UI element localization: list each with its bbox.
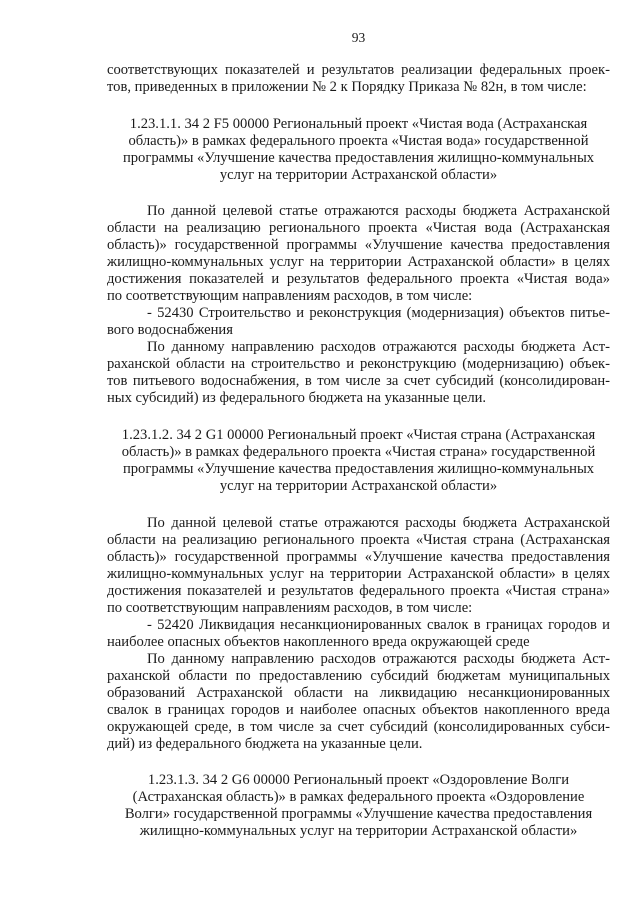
text-line: по соответствующим направлениям расходов, в том числе: bbox=[107, 288, 473, 304]
text-line: тов питьевого водоснабжения, в том числе за счет субсидий (консолидирован- bbox=[107, 373, 610, 389]
page-number: 93 bbox=[351, 30, 366, 45]
text-line: раханской области на строительство и реконструкцию (модернизацию) объек- bbox=[107, 356, 610, 372]
heading-line: (Астраханская область)» в рамках федерального проекта «Оздоровление bbox=[132, 789, 585, 805]
text-line: По данному направлению расходов отражаются расходы бюджета Аст- bbox=[147, 339, 610, 355]
expense-item-52430 bbox=[107, 305, 610, 339]
text-line: области на реализацию регионального проекта «Чистая страна (Астраханская bbox=[107, 532, 610, 548]
text-line: область)» государственной программы «Улучшение качества предоставления bbox=[107, 549, 610, 565]
text-line: раханской области по предоставлению субсидий бюджетам муниципальных bbox=[107, 668, 610, 684]
text-line: дий) из федерального бюджета на указанные цели. bbox=[107, 736, 423, 752]
text-line: по соответствующим направлениям расходов, в том числе: bbox=[107, 600, 473, 616]
heading-line: услуг на территории Астраханской области» bbox=[219, 167, 498, 183]
text-line: По данному направлению расходов отражаются расходы бюджета Аст- bbox=[147, 651, 610, 667]
text-line: область)» государственной программы «Улучшение качества предоставления bbox=[107, 237, 610, 253]
text-line: области на реализацию регионального проекта «Чистая вода (Астраханская bbox=[107, 220, 610, 236]
heading-line: область)» в рамках федерального проекта «Чистая страна» государственной bbox=[121, 444, 596, 460]
text-line: достижения показателей и результатов федерального проекта «Чистая страна» bbox=[107, 583, 610, 599]
text-line: жилищно-коммунальных услуг на территории Астраханской области» в целях bbox=[107, 566, 610, 582]
intro-paragraph bbox=[107, 62, 610, 96]
text-line: По данной целевой статье отражаются расходы бюджета Астраханской bbox=[147, 515, 610, 531]
section-heading-1-23-1-3 bbox=[107, 772, 610, 840]
heading-line: Волги» государственной программы «Улучшение качества предоставления bbox=[124, 806, 593, 822]
section-body-1-23-1-1 bbox=[107, 203, 610, 305]
heading-line: 1.23.1.2. 34 2 G1 00000 Региональный проект «Чистая страна (Астраханская bbox=[121, 427, 596, 443]
section-heading-1-23-1-1 bbox=[107, 116, 610, 184]
text-line: - 52420 Ликвидация несанкционированных свалок в границах городов и bbox=[147, 617, 610, 633]
direction-paragraph-52430 bbox=[107, 339, 610, 407]
text-line: - 52430 Строительство и реконструкция (модернизация) объектов питье- bbox=[147, 305, 610, 321]
text-line: жилищно-коммунальных услуг на территории Астраханской области» в целях bbox=[107, 254, 610, 270]
expense-item-52420 bbox=[107, 617, 610, 651]
text-line: По данной целевой статье отражаются расходы бюджета Астраханской bbox=[147, 203, 610, 219]
text-line: образований Астраханской области на ликвидацию несанкционированных bbox=[107, 685, 610, 701]
heading-line: 1.23.1.3. 34 2 G6 00000 Региональный проект «Оздоровление Волги bbox=[147, 772, 570, 788]
section-heading-1-23-1-2 bbox=[107, 427, 610, 495]
direction-paragraph-52420 bbox=[107, 651, 610, 753]
heading-line: услуг на территории Астраханской области» bbox=[219, 478, 498, 494]
heading-line: программы «Улучшение качества предоставления жилищно-коммунальных bbox=[122, 150, 595, 166]
heading-line: программы «Улучшение качества предоставления жилищно-коммунальных bbox=[122, 461, 595, 477]
text-line: окружающей среде, в том числе за счет субсидий (консолидированных субси- bbox=[107, 719, 610, 735]
text-line: наиболее опасных объектов накопленного вреда окружающей среде bbox=[107, 634, 530, 650]
text-line: достижения показателей и результатов федерального проекта «Чистая вода» bbox=[107, 271, 610, 287]
heading-line: область)» в рамках федерального проекта «Чистая вода» государственной bbox=[128, 133, 589, 149]
heading-line: 1.23.1.1. 34 2 F5 00000 Региональный проект «Чистая вода (Астраханская bbox=[129, 116, 588, 132]
heading-line: жилищно-коммунальных услуг на территории Астраханской области» bbox=[139, 823, 578, 839]
text-line: ных субсидий) из федерального бюджета на указанные цели. bbox=[107, 390, 487, 406]
section-body-1-23-1-2 bbox=[107, 515, 610, 617]
text-line: соответствующих показателей и результатов реализации федеральных проек- bbox=[107, 62, 610, 78]
text-line: тов, приведенных в приложении № 2 к Порядку Приказа № 82н, в том числе: bbox=[107, 79, 587, 95]
text-line: свалок в границах городов и наиболее опасных объектов накопленного вреда bbox=[107, 702, 610, 718]
text-line: вого водоснабжения bbox=[107, 322, 233, 338]
